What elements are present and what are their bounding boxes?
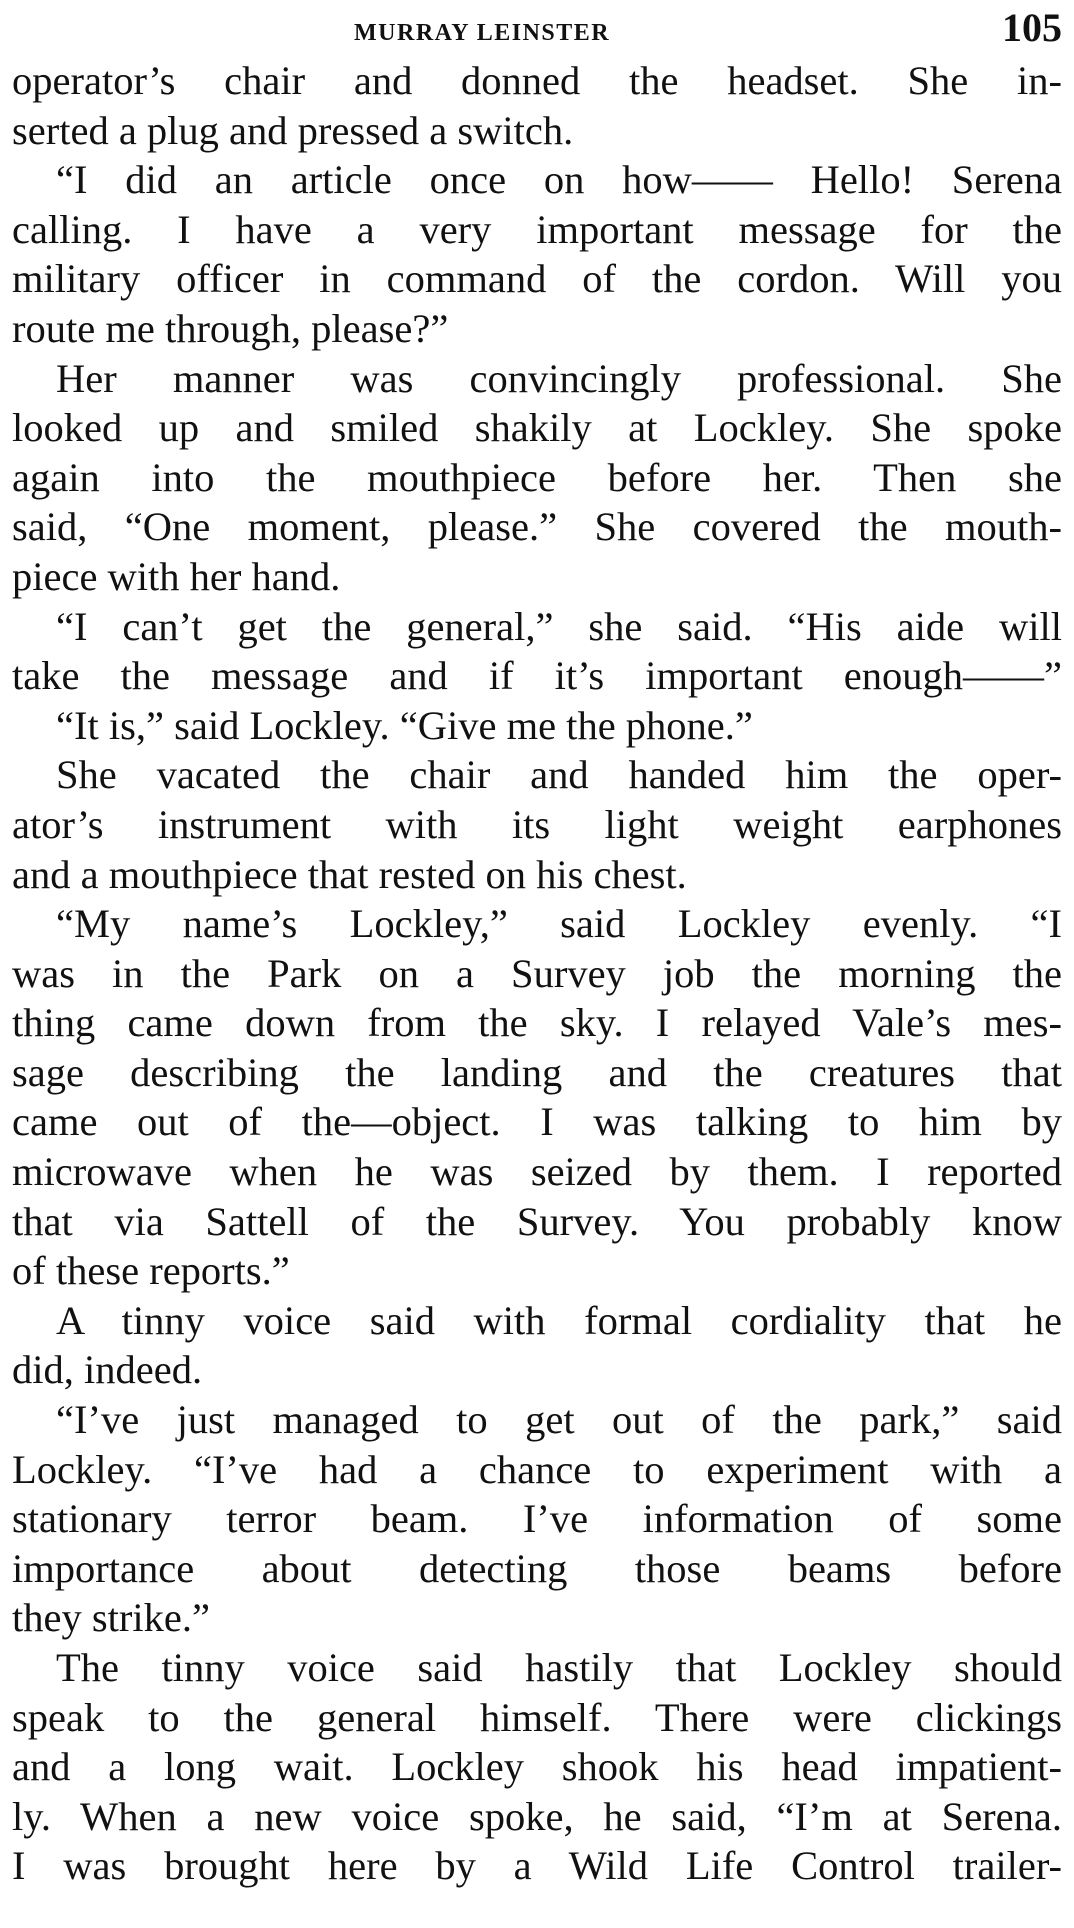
text-line: of these reports.” [12,1248,290,1294]
text-line: said, “One moment, please.” She covered the mouth- [12,504,1062,550]
text-line: “It is,” said Lockley. “Give me the phone.” [56,702,753,748]
text-line: military officer in command of the cordon. Will you [12,256,1062,302]
text-line: came out of the—object. I was talking to him by [12,1099,1062,1145]
text-line: operator’s chair and donned the headset. She in- [12,58,1062,103]
text-line: sage describing the landing and the creatures that [12,1049,1062,1095]
text-line: that via Sattell of the Survey. You probably know [12,1198,1062,1244]
text-line: they strike.” [12,1595,210,1641]
text-line: and a long wait. Lockley shook his head impatient- [12,1744,1062,1790]
text-line: piece with her hand. [12,553,341,599]
text-line: did, indeed. [12,1347,203,1393]
text-line: A tinny voice said with formal cordiality that he [56,1297,1062,1343]
text-line: again into the mouthpiece before her. Then she [12,454,1062,500]
text-line: calling. I have a very important message for the [12,206,1062,252]
text-line: “I can’t get the general,” she said. “His aide will [56,603,1062,649]
text-line: ly. When a new voice spoke, he said, “I’m at Serena. [12,1793,1062,1839]
text-line: take the message and if it’s important enough——” [12,653,1062,699]
text-line: microwave when he was seized by them. I reported [12,1149,1062,1195]
text-line: Lockley. “I’ve had a chance to experiment with a [12,1446,1062,1492]
page-number: 105 [1002,5,1062,50]
text-line: She vacated the chair and handed him the oper- [56,752,1062,798]
text-line: speak to the general himself. There were clickings [12,1694,1062,1740]
running-title: MURRAY LEINSTER [354,20,611,46]
text-line: thing came down from the sky. I relayed Vale’s mes- [12,1000,1062,1046]
text-line: route me through, please?” [12,305,449,351]
text-line: serted a plug and pressed a switch. [12,107,574,153]
text-line: “I did an article once on how—— Hello! Serena [56,157,1062,203]
text-line: was in the Park on a Survey job the morning the [12,950,1062,996]
book-page [12,0,1062,1928]
text-line: “My name’s Lockley,” said Lockley evenly. “I [56,901,1062,947]
text-line: “I’ve just managed to get out of the park,” said [56,1397,1062,1443]
text-line: The tinny voice said hastily that Lockley should [56,1645,1062,1690]
text-line: ator’s instrument with its light weight earphones [12,801,1062,847]
text-line: importance about detecting those beams before [12,1545,1062,1591]
text-line: I was brought here by a Wild Life Control trailer- [12,1843,1062,1889]
text-line: stationary terror beam. I’ve information of some [12,1496,1062,1542]
running-head [12,0,1062,56]
text-line: Her manner was convincingly professional. She [56,355,1062,401]
text-line: and a mouthpiece that rested on his chest. [12,851,687,897]
body-text [12,56,1062,1891]
text-line: looked up and smiled shakily at Lockley. She spoke [12,405,1062,451]
